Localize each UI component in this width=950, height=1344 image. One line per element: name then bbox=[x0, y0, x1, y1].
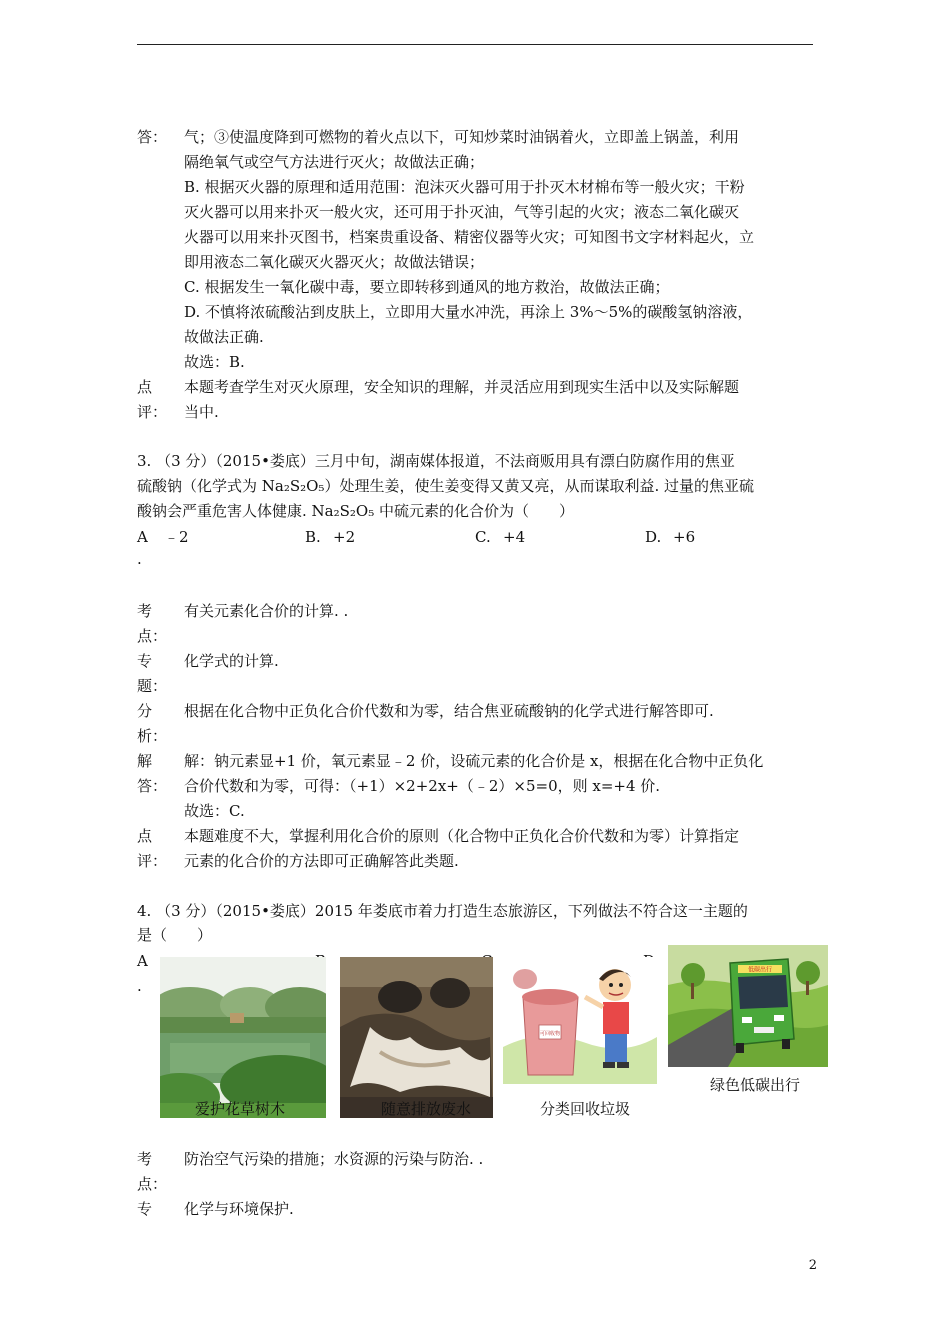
option-letter: B. bbox=[305, 528, 321, 546]
option-text: +4 bbox=[503, 528, 526, 546]
kaodian-text: 防治空气污染的措施；水资源的污染与防治. . bbox=[184, 1150, 484, 1168]
question-stem: 是（ ） bbox=[137, 926, 213, 944]
dianping-line: 本题难度不大，掌握利用化合价的原则（化合物中正负化合价代数和为零）计算指定 bbox=[184, 827, 740, 845]
question-stem: 硫酸钠（化学式为 Na₂S₂O₅）处理生姜，使生姜变得又黄又亮，从而谋取利益. 过量的焦亚硫 bbox=[137, 477, 754, 495]
park-lake-image bbox=[160, 957, 326, 1118]
answer-line: C. 根据发生一氧化碳中毒，要立即转移到通风的地方救治，故做法正确； bbox=[184, 278, 670, 296]
answer-line: 灭火器可以用来扑灭一般火灾，还可用于扑灭油，气等引起的火灾；液态二氧化碳灭 bbox=[184, 203, 740, 221]
zhuanti-text: 化学与环境保护. bbox=[184, 1200, 294, 1218]
kaodian-text: 有关元素化合价的计算. . bbox=[184, 602, 349, 620]
option-dot: . bbox=[137, 550, 142, 568]
answer-line: 隔绝氧气或空气方法进行灭火；故做法正确； bbox=[184, 153, 485, 171]
option-text: ﹣2 bbox=[164, 528, 189, 546]
question-stem: 酸钠会严重危害人体健康. Na₂S₂O₅ 中硫元素的化合价为（ ） bbox=[137, 502, 574, 520]
bus-sign-text: 低碳出行 bbox=[747, 966, 773, 974]
section-label: 点： bbox=[137, 1175, 168, 1193]
answer-line: 故做法正确. bbox=[184, 328, 264, 346]
section-label: 分 bbox=[137, 702, 153, 720]
recycling-bin-image bbox=[503, 957, 657, 1084]
header-rule bbox=[137, 44, 813, 45]
jieda-line: 故选：C. bbox=[184, 802, 245, 820]
waste-water-image bbox=[340, 957, 493, 1118]
answer-line: 火器可以用来扑灭图书，档案贵重设备、精密仪器等火灾；可知图书文字材料起火，立 bbox=[184, 228, 755, 246]
section-label: 考 bbox=[137, 602, 153, 620]
option-letter: D. bbox=[645, 528, 662, 546]
option-dot: . bbox=[137, 977, 142, 995]
section-label: 解 bbox=[137, 752, 153, 770]
answer-line: 故选：B. bbox=[184, 353, 245, 371]
option-text: +2 bbox=[333, 528, 356, 546]
answer-line: 气；③使温度降到可燃物的着火点以下，可知炒菜时油锅着火，立即盖上锅盖，利用 bbox=[184, 128, 740, 146]
answer-line: 即用液态二氧化碳灭火器灭火；故做法错误； bbox=[184, 253, 485, 271]
dianping-line: 元素的化合价的方法即可正确解答此类题. bbox=[184, 852, 459, 870]
fenxi-text: 根据在化合物中正负化合价代数和为零，结合焦亚硫酸钠的化学式进行解答即可. bbox=[184, 702, 714, 720]
image-caption: 随意排放废水 bbox=[381, 1100, 472, 1118]
section-label: 答： bbox=[137, 777, 168, 795]
section-label: 专 bbox=[137, 652, 153, 670]
jieda-line: 解：钠元素显+1 价，氧元素显﹣2 价，设硫元素的化合价是 x，根据在化合物中正负化 bbox=[184, 752, 764, 770]
green-bus-image bbox=[668, 945, 828, 1067]
section-label: 评： bbox=[137, 852, 168, 870]
option-letter: A bbox=[137, 528, 148, 546]
comment-label: 评： bbox=[137, 403, 168, 421]
option-letter: C. bbox=[475, 528, 491, 546]
image-caption: 分类回收垃圾 bbox=[540, 1100, 631, 1118]
section-label: 专 bbox=[137, 1200, 153, 1218]
page-number: 2 bbox=[808, 1258, 817, 1273]
section-label: 析： bbox=[137, 727, 168, 745]
option-text: +6 bbox=[673, 528, 696, 546]
bin-label-text: 可回收物 bbox=[539, 1031, 561, 1037]
section-label: 点 bbox=[137, 827, 153, 845]
comment-line: 本题考查学生对灭火原理，安全知识的理解，并灵活应用到现实生活中以及实际解题 bbox=[184, 378, 740, 396]
answer-line: D. 不慎将浓硫酸沾到皮肤上，立即用大量水冲洗，再涂上 3%～5%的碳酸氢钠溶液， bbox=[184, 303, 753, 321]
question-stem: 4. （3 分）（2015•娄底）2015 年娄底市着力打造生态旅游区，下列做法不符合这一主题的 bbox=[137, 902, 748, 920]
section-label: 题： bbox=[137, 677, 168, 695]
option-letter: A bbox=[137, 952, 148, 970]
answer-line: B. 根据灭火器的原理和适用范围：泡沫灭火器可用于扑灭木材棉布等一般火灾；干粉 bbox=[184, 178, 745, 196]
jieda-line: 合价代数和为零，可得：（+1）×2+2x+（﹣2）×5=0，则 x=+4 价. bbox=[184, 777, 661, 795]
zhuanti-text: 化学式的计算. bbox=[184, 652, 279, 670]
answer-label: 答： bbox=[137, 128, 168, 146]
question-stem: 3. （3 分）（2015•娄底）三月中旬，湖南媒体报道，不法商贩用具有漂白防腐作用的焦亚 bbox=[137, 452, 735, 470]
image-caption: 绿色低碳出行 bbox=[710, 1076, 801, 1094]
image-caption: 爱护花草树木 bbox=[195, 1100, 286, 1118]
comment-line: 当中. bbox=[184, 403, 219, 421]
comment-label: 点 bbox=[137, 378, 153, 396]
section-label: 考 bbox=[137, 1150, 153, 1168]
section-label: 点： bbox=[137, 627, 168, 645]
